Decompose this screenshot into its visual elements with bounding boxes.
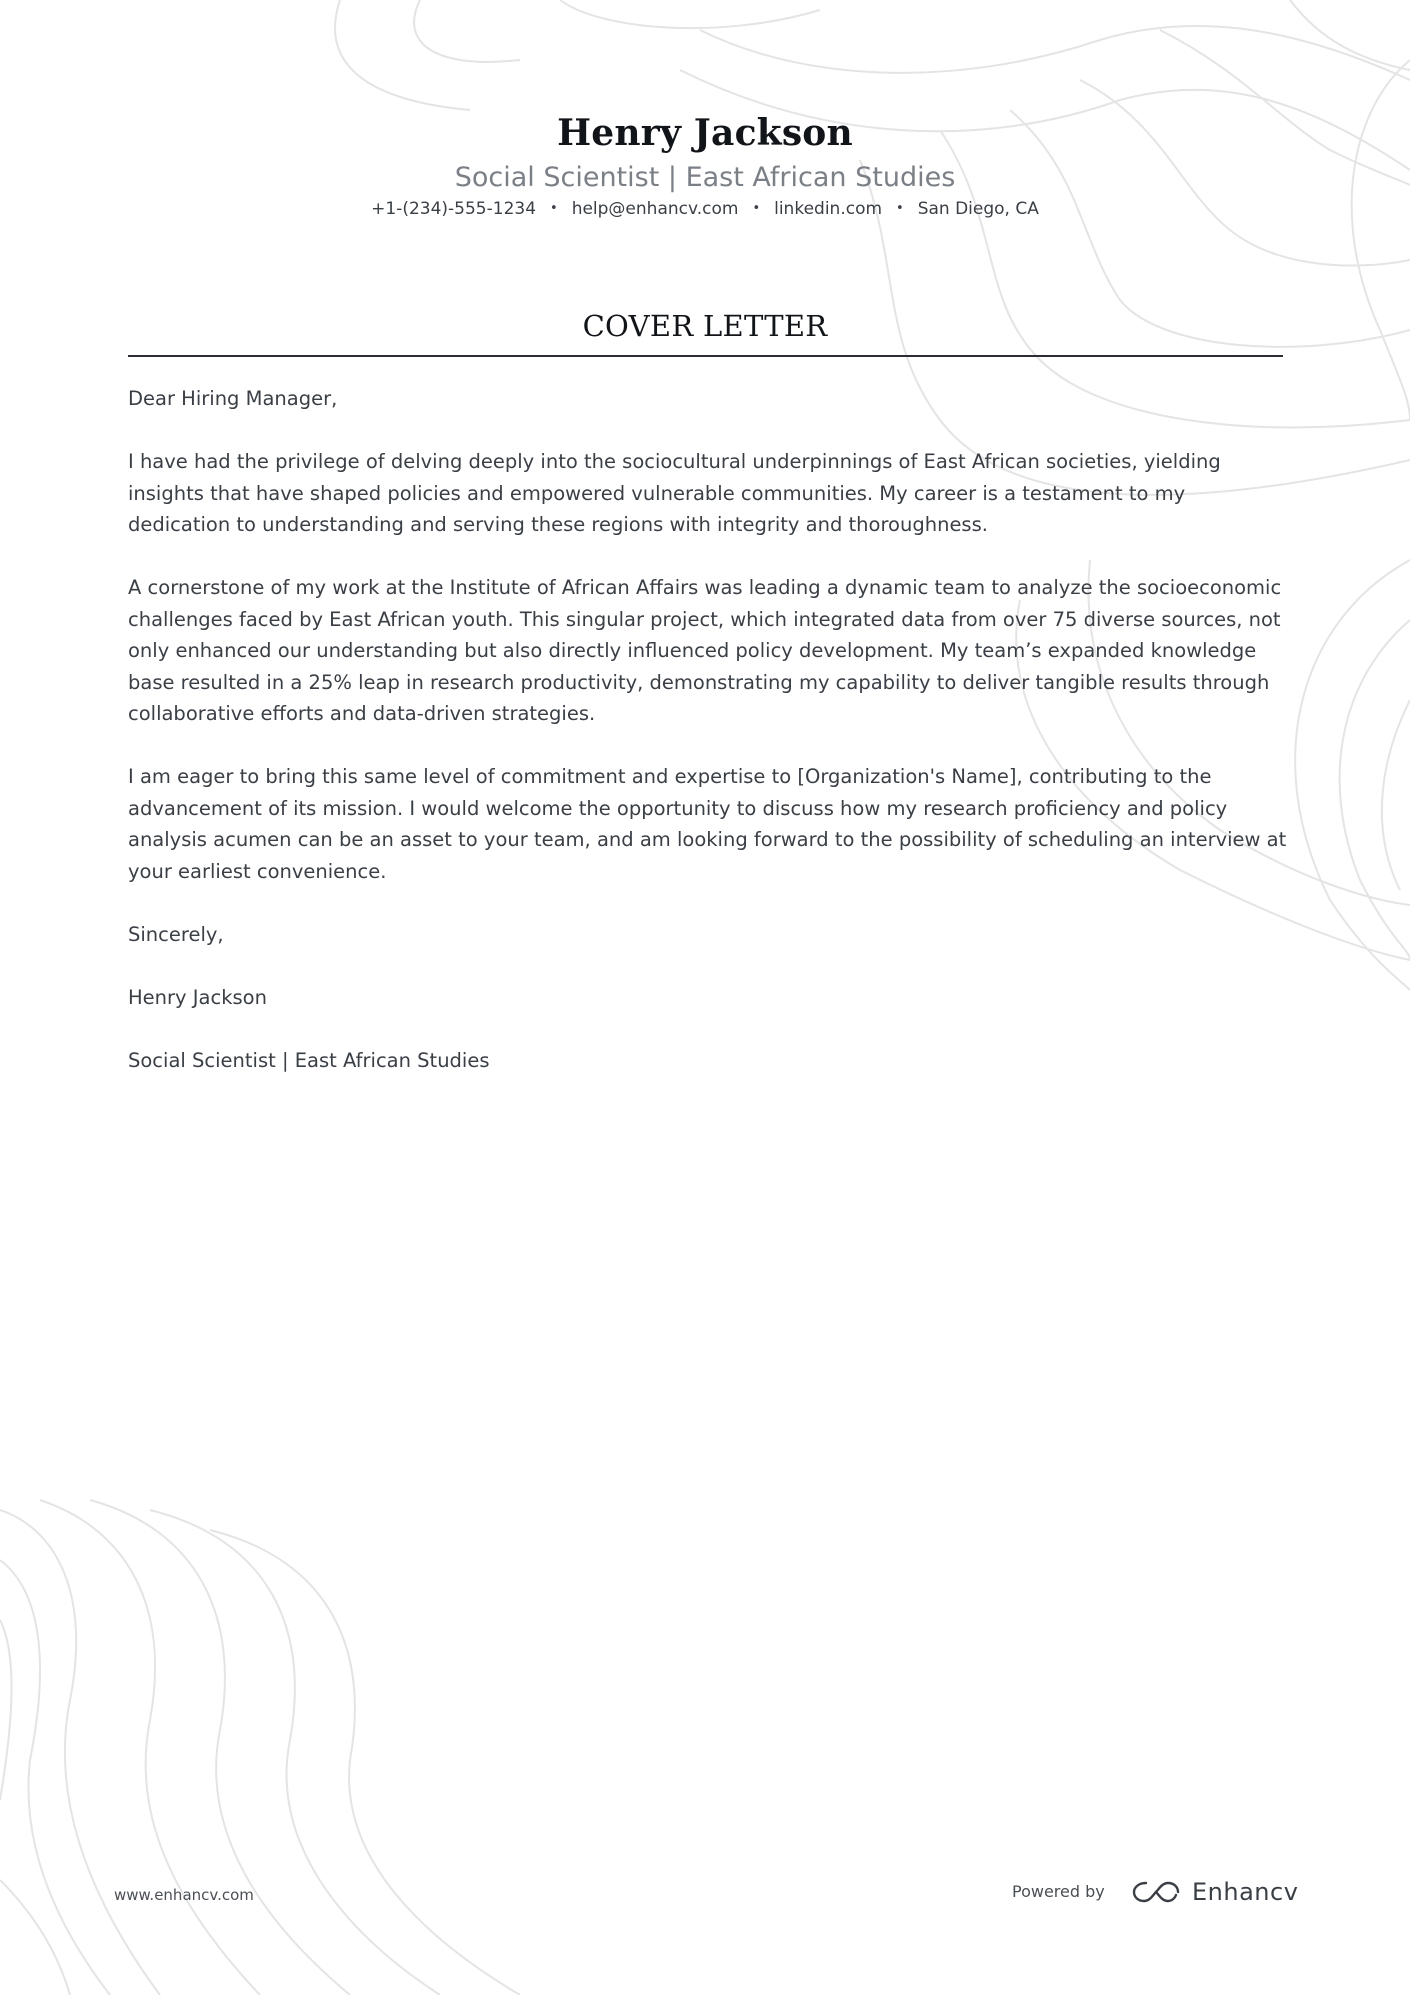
phone-number: +1-(234)-555-1234 xyxy=(371,199,537,219)
section-title: COVER LETTER xyxy=(582,309,828,343)
separator-dot: • xyxy=(550,201,558,216)
email-address: help@enhancv.com xyxy=(571,199,739,219)
footer-website-link[interactable]: www.enhancv.com xyxy=(114,1886,254,1904)
letter-greeting: Dear Hiring Manager, xyxy=(128,387,338,410)
brand-name: Enhancv xyxy=(1192,1878,1299,1906)
enhancv-logo-icon xyxy=(1132,1879,1180,1905)
candidate-name: Henry Jackson xyxy=(557,112,853,154)
linkedin-link: linkedin.com xyxy=(774,199,883,219)
section-divider xyxy=(128,355,1283,357)
letter-closing: Sincerely, xyxy=(128,922,224,946)
letter-body xyxy=(128,383,1288,1108)
letter-paragraph-3: I am eager to bring this same level of commitment and expertise to [Organization's Name], contributing to the advancement of its mission. I would welcome the opportunity to discuss how my research proficiency and policy analysis acumen can be an asset to your team, and am looking forward to the possibility of scheduling an interview at your earliest convenience. xyxy=(128,765,1287,883)
contact-info xyxy=(0,199,1410,219)
candidate-title: Social Scientist | East African Studies xyxy=(454,162,956,193)
signature-name: Henry Jackson xyxy=(128,985,267,1009)
powered-by-label: Powered by xyxy=(1012,1882,1105,1901)
letter-paragraph-2: A cornerstone of my work at the Institute of African Affairs was leading a dynamic team to analyze the socioeconomic challenges faced by East African youth. This singular project, which integrated data from over 75 diverse sources, not only enhanced our understanding but also directly influenced policy development. My team’s expanded knowledge base resulted in a 25% leap in research productivity, demonstrating my capability to deliver tangible results through collaborative efforts and data-driven strategies. xyxy=(128,576,1282,725)
enhancv-brand[interactable] xyxy=(1132,1874,1298,1910)
signature-title: Social Scientist | East African Studies xyxy=(128,1048,490,1072)
location: San Diego, CA xyxy=(917,199,1039,219)
separator-dot: • xyxy=(752,201,761,216)
separator-dot: • xyxy=(896,201,904,216)
letter-paragraph-1: I have had the privilege of delving deeply into the sociocultural underpinnings of East African societies, yielding insights that have shaped policies and empowered vulnerable communities. My career is a testament to my dedication to understanding and serving these regions with integrity and thoroughness. xyxy=(128,450,1221,536)
